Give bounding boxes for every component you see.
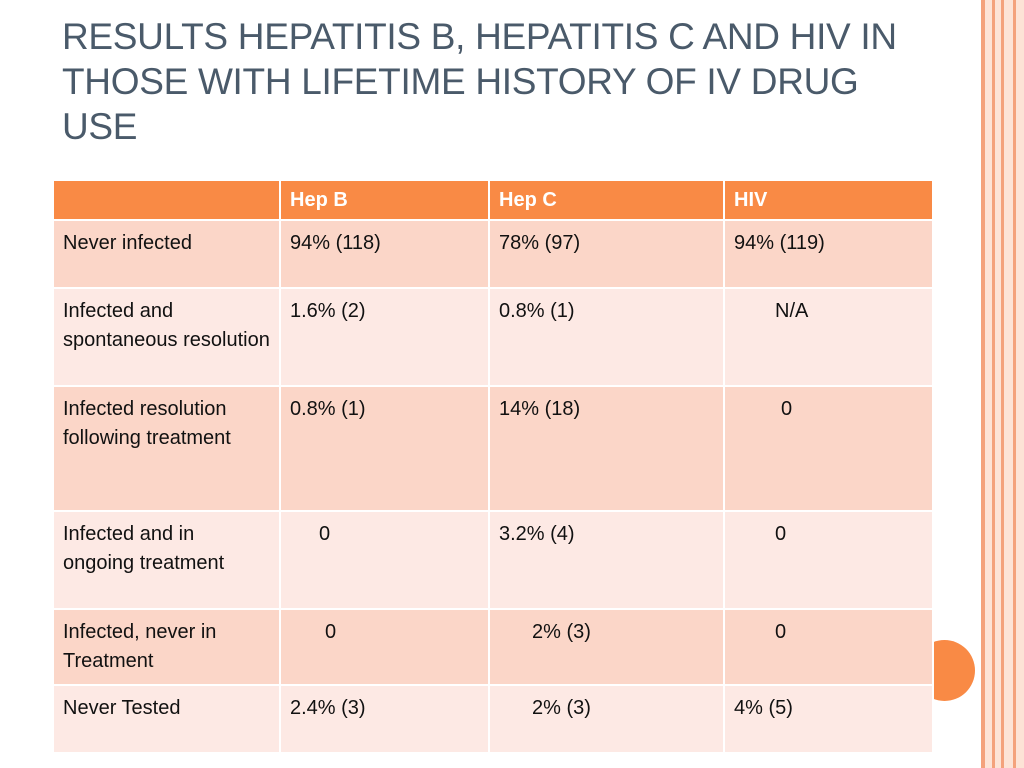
decor-stripe	[1004, 0, 1013, 768]
cell-hiv: 0	[724, 511, 933, 609]
cell-hep-b: 1.6% (2)	[280, 288, 489, 386]
cell-hep-b: 0.8% (1)	[280, 386, 489, 511]
decor-stripe	[1016, 0, 1024, 768]
table-row	[53, 609, 933, 685]
cell-hep-c: 0.8% (1)	[489, 288, 724, 386]
table-row	[53, 511, 933, 609]
header-cell-empty	[53, 180, 280, 220]
row-label: Infected and in ongoing treatment	[53, 511, 280, 609]
cell-hep-b: 0	[280, 609, 489, 685]
table-row	[53, 685, 933, 753]
results-table	[52, 179, 934, 754]
cell-hep-c: 78% (97)	[489, 220, 724, 288]
row-label: Infected resolution following treatment	[53, 386, 280, 511]
cell-hep-b: 2.4% (3)	[280, 685, 489, 753]
row-label: Infected, never in Treatment	[53, 609, 280, 685]
header-row	[53, 180, 933, 220]
cell-hep-c: 2% (3)	[489, 609, 724, 685]
row-label: Infected and spontaneous resolution	[53, 288, 280, 386]
cell-hiv: N/A	[724, 288, 933, 386]
cell-hiv: 0	[724, 386, 933, 511]
table-row	[53, 386, 933, 511]
cell-hep-c: 14% (18)	[489, 386, 724, 511]
cell-hep-b: 94% (118)	[280, 220, 489, 288]
header-cell-hiv: HIV	[724, 180, 933, 220]
cell-hiv: 0	[724, 609, 933, 685]
cell-hiv: 4% (5)	[724, 685, 933, 753]
cell-hep-b: 0	[280, 511, 489, 609]
row-label: Never infected	[53, 220, 280, 288]
decor-stripe	[985, 0, 992, 768]
cell-hiv: 94% (119)	[724, 220, 933, 288]
table-row	[53, 220, 933, 288]
row-label: Never Tested	[53, 685, 280, 753]
header-cell-hep-b: Hep B	[280, 180, 489, 220]
cell-hep-c: 3.2% (4)	[489, 511, 724, 609]
header-cell-hep-c: Hep C	[489, 180, 724, 220]
table-row	[53, 288, 933, 386]
slide-title: RESULTS HEPATITIS B, HEPATITIS C AND HIV IN THOSE WITH LIFETIME HISTORY OF IV DRUG USE	[62, 16, 897, 147]
cell-hep-c: 2% (3)	[489, 685, 724, 753]
